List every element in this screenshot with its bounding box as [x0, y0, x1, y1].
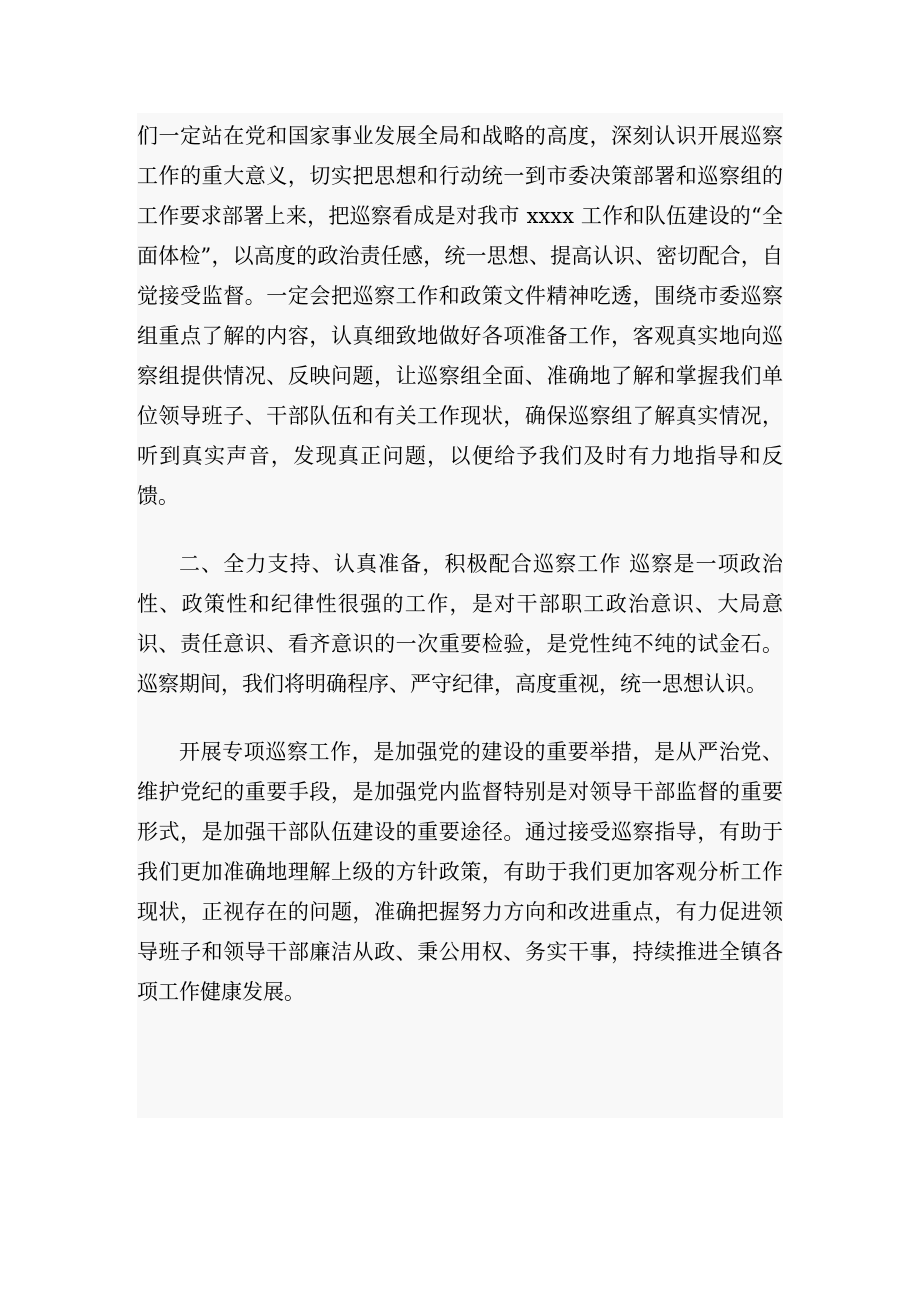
- paragraph-3: 开展专项巡察工作，是加强党的建设的重要举措，是从严治党、维护党纪的重要手段，是加强党内监督特别是对领导干部监督的重要形式，是加强干部队伍建设的重要途径。通过接受巡察指导，有助于我们更加准确地理解上级的方针政策，有助于我们更加客观分析工作现状，正视存在的问题，准确把握努力方向和改进重点，有力促进领导班子和领导干部廉洁从政、秉公用权、务实干事，持续推进全镇各项工作健康发展。: [137, 740, 783, 1004]
- paragraph-2: 二、全力支持、认真准备，积极配合巡察工作 巡察是一项政治性、政策性和纪律性很强的工作，是对干部职工政治意识、大局意识、责任意识、看齐意识的一次重要检验，是党性纯不纯的试金石。巡察期间，我们将明确程序、严守纪律，高度重视，统一思想认识。: [137, 552, 783, 696]
- paragraph-1: 们一定站在党和国家事业发展全局和战略的高度，深刻认识开展巡察工作的重大意义，切实把思想和行动统一到市委决策部署和巡察组的工作要求部署上来，把巡察看成是对我市 xxxx 工作和队伍建设的“全面体检”，以高度的政治责任感，统一思想、提高认识、密切配合，自觉接受监督。一定会把巡察工作和政策文件精神吃透，围绕市委巡察组重点了解的内容，认真细致地做好各项准备工作，客观真实地向巡察组提供情况、反映问题，让巡察组全面、准确地了解和掌握我们单位领导班子、干部队伍和有关工作现状，确保巡察组了解真实情况，听到真实声音，发现真正问题，以便给予我们及时有力地指导和反馈。: [137, 124, 783, 508]
- document-text-block: [137, 113, 783, 1118]
